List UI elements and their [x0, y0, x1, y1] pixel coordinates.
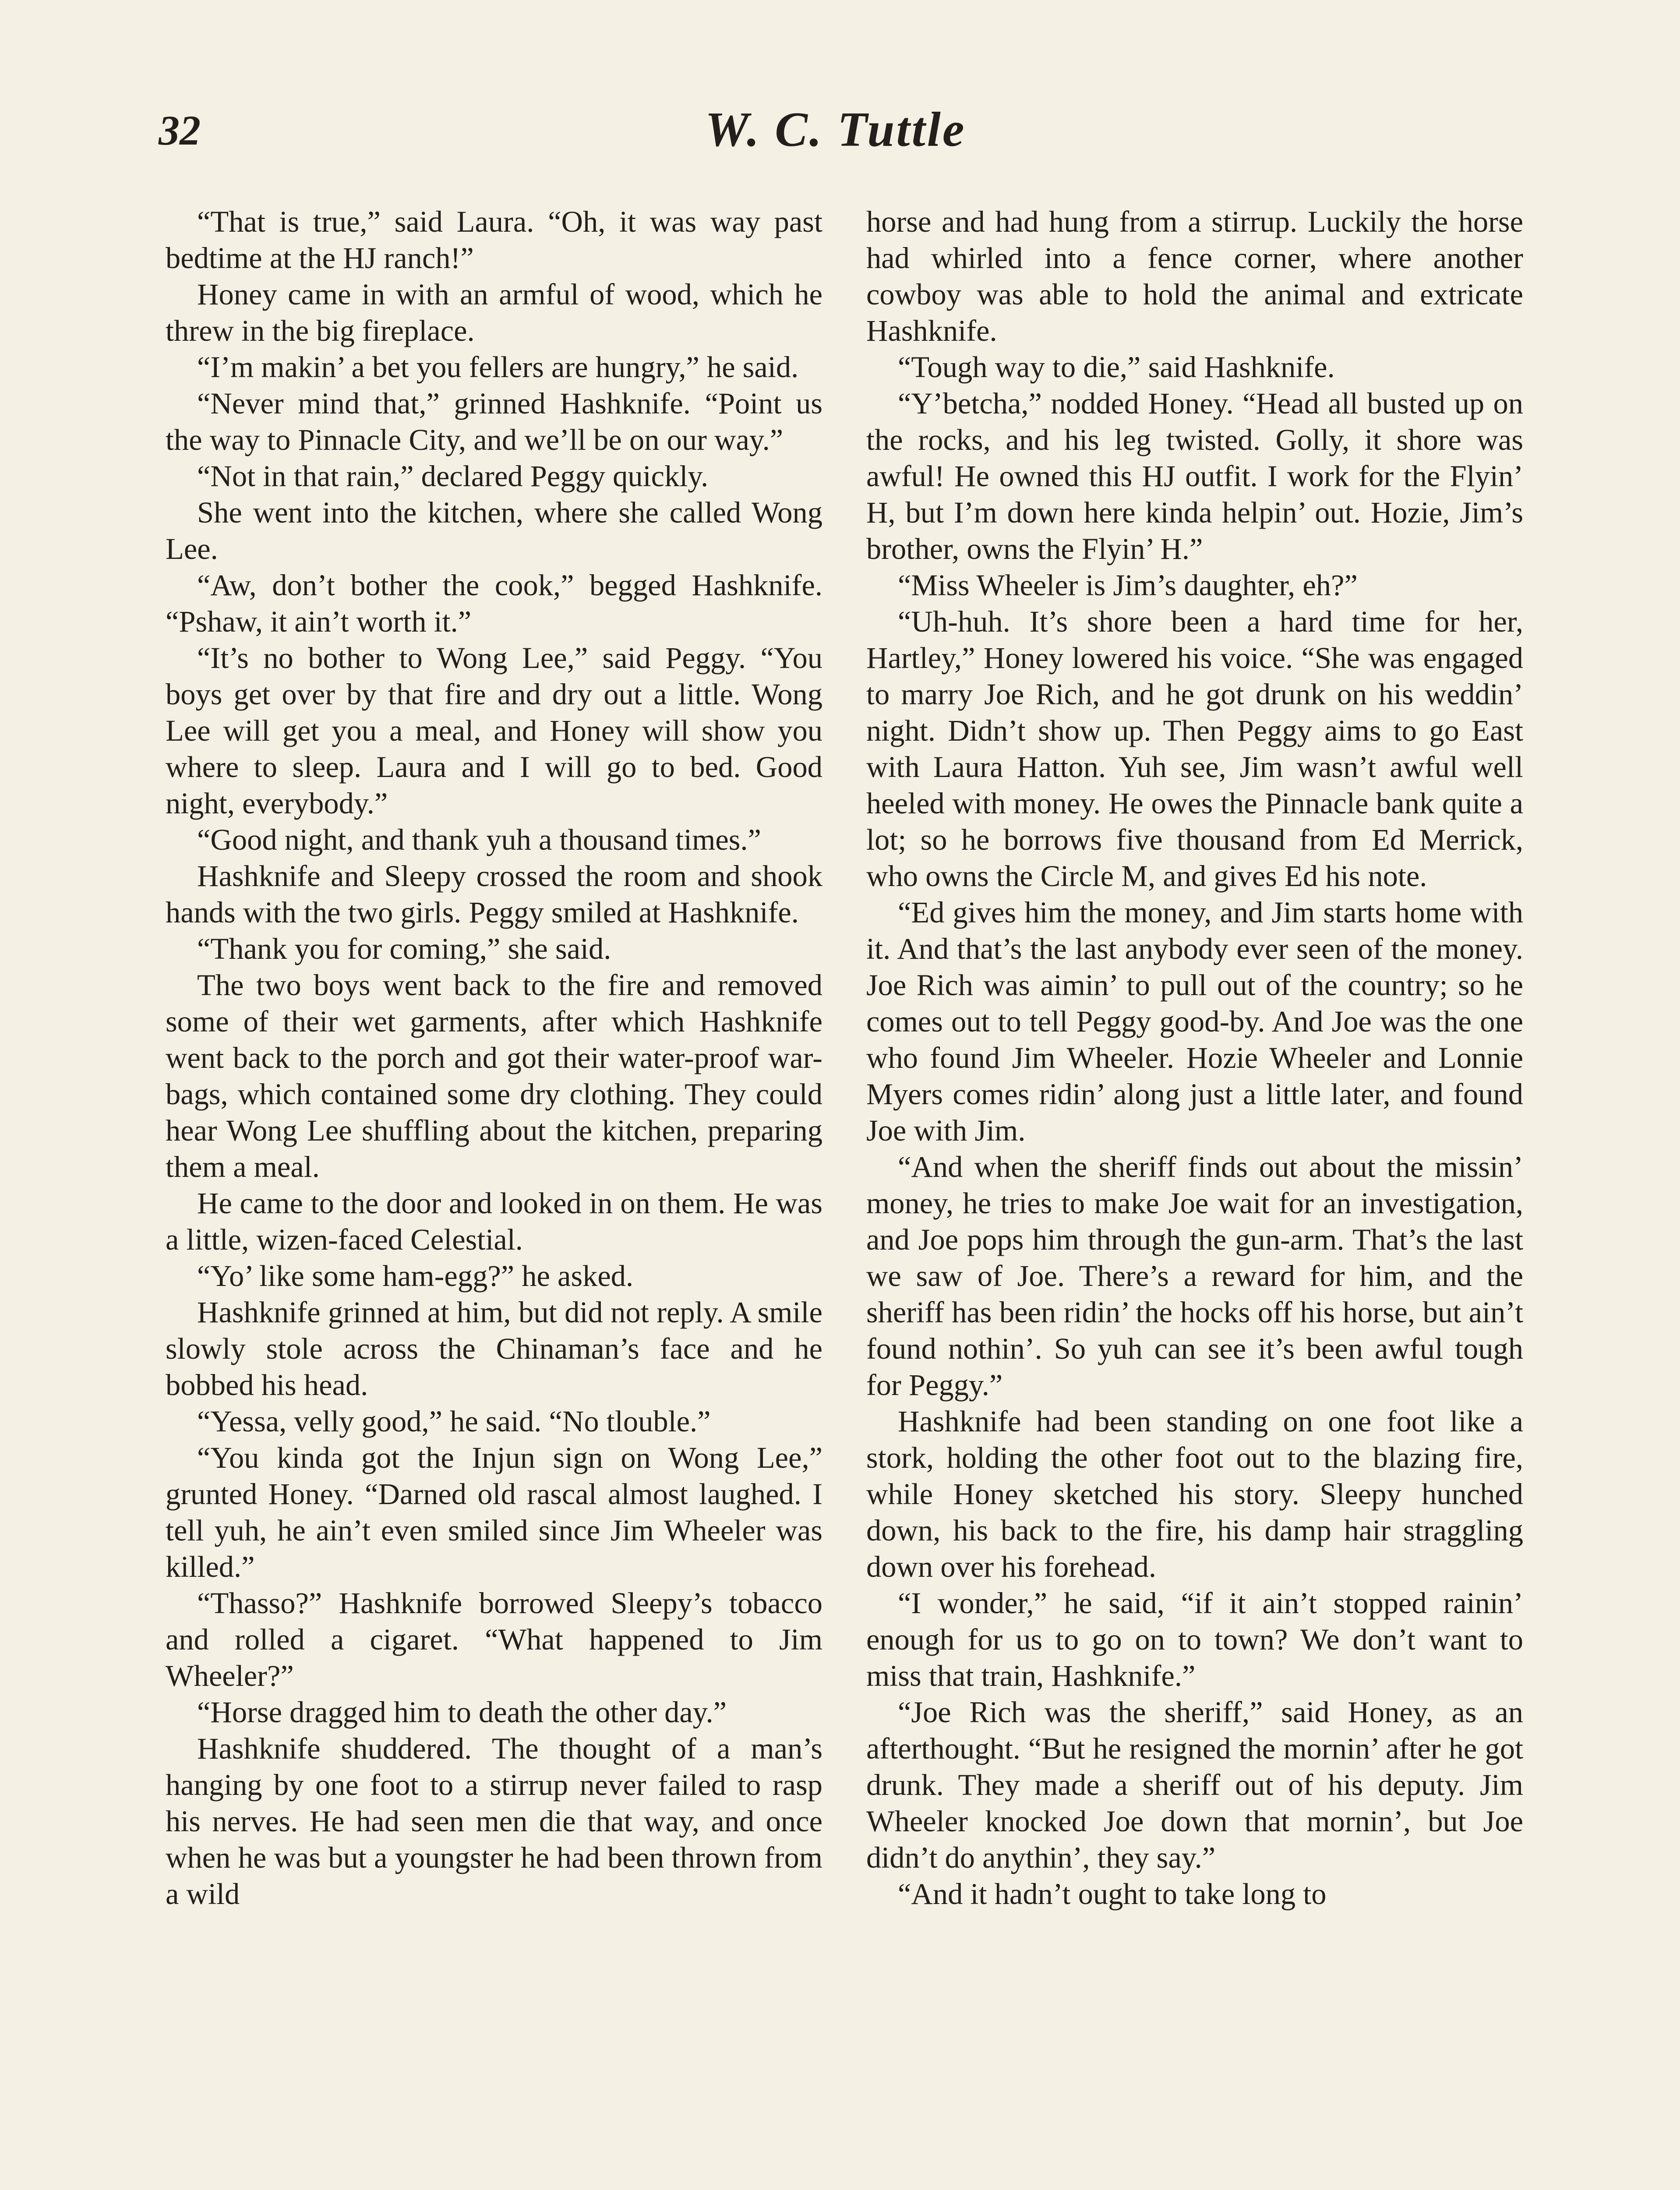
- paragraph: “Y’betcha,” nodded Honey. “Head all busted up on the rocks, and his leg twisted. Golly, it shore was awful! He owned this HJ outfit. I work for the Flyin’ H, but I’m down here kinda helpin’ out. Hozie, Jim’s brother, owns the Flyin’ H.”: [866, 387, 1523, 565]
- paragraph: She went into the kitchen, where she called Wong Lee.: [166, 496, 822, 565]
- paragraph: “It’s no bother to Wong Lee,” said Peggy. “You boys get over by that fire and dry out a little. Wong Lee will get you a meal, and Honey will show you where to sleep. Laura and I will go to bed. Good night, everybody.”: [166, 641, 822, 820]
- paragraph: “Tough way to die,” said Hashknife.: [898, 350, 1335, 384]
- paragraph: “Yo’ like some ham-egg?” he asked.: [197, 1259, 634, 1293]
- running-head-author: W. C. Tuttle: [705, 102, 966, 157]
- page-number: 32: [159, 107, 201, 154]
- paragraph: Honey came in with an armful of wood, which he threw in the big fireplace.: [166, 278, 822, 347]
- left-column: [166, 204, 822, 1912]
- paragraph: He came to the door and looked in on them. He was a little, wizen-faced Celestial.: [166, 1187, 822, 1256]
- paragraph: The two boys went back to the fire and removed some of their wet garments, after which Hashknife went back to the porch and got their water-proof war-bags, which contained some dry clothing. They could hear Wong Lee shuffling about the kitchen, preparing them a meal.: [166, 968, 822, 1183]
- paragraph: “Thank you for coming,” she said.: [197, 932, 611, 965]
- paragraph: Hashknife and Sleepy crossed the room and shook hands with the two girls. Peggy smiled at Hashknife.: [166, 859, 822, 929]
- right-column: [866, 204, 1523, 1912]
- paragraph: “Ed gives him the money, and Jim starts home with it. And that’s the last anybody ever seen of the money. Joe Rich was aimin’ to pull out of the country; so he comes out to tell Peggy good-by. And Joe was the one who found Jim Wheeler. Hozie Wheeler and Lonnie Myers comes ridin’ along just a little later, and found Joe with Jim.: [866, 896, 1523, 1147]
- paragraph: “Miss Wheeler is Jim’s daughter, eh?”: [898, 569, 1358, 602]
- paragraph: horse and had hung from a stirrup. Luckily the horse had whirled into a fence corner, where another cowboy was able to hold the animal and extricate Hashknife.: [866, 205, 1523, 347]
- paragraph: “Joe Rich was the sheriff,” said Honey, as an afterthought. “But he resigned the mornin’ after he got drunk. They made a sheriff out of his deputy. Jim Wheeler knocked Joe down that mornin’, but Joe didn’t do anythin’, they say.”: [866, 1695, 1523, 1874]
- paragraph: “That is true,” said Laura. “Oh, it was way past bedtime at the HJ ranch!”: [166, 205, 822, 275]
- paragraph: “Aw, don’t bother the cook,” begged Hashknife. “Pshaw, it ain’t worth it.”: [166, 569, 822, 638]
- paragraph: Hashknife had been standing on one foot like a stork, holding the other foot out to the blazing fire, while Honey sketched his story. Sleepy hunched down, his back to the fire, his damp hair straggling down over his forehead.: [866, 1405, 1523, 1583]
- paragraph: “I’m makin’ a bet you fellers are hungry,” he said.: [197, 350, 799, 384]
- paragraph: Hashknife grinned at him, but did not reply. A smile slowly stole across the Chinaman’s face and he bobbed his head.: [166, 1296, 822, 1402]
- paragraph: “Good night, and thank yuh a thousand times.”: [197, 823, 761, 856]
- paragraph: “Never mind that,” grinned Hashknife. “Point us the way to Pinnacle City, and we’ll be on our way.”: [166, 387, 822, 456]
- paragraph: “And when the sheriff finds out about the missin’ money, he tries to make Joe wait for an investigation, and Joe pops him through the gun-arm. That’s the last we saw of Joe. There’s a reward for him, and the sheriff has been ridin’ the hocks off his horse, but ain’t found nothin’. So yuh can see it’s been awful tough for Peggy.”: [866, 1150, 1523, 1402]
- paragraph: “Uh-huh. It’s shore been a hard time for her, Hartley,” Honey lowered his voice. “She was engaged to marry Joe Rich, and he got drunk on his weddin’ night. Didn’t show up. Then Peggy aims to go East with Laura Hatton. Yuh see, Jim wasn’t awful well heeled with money. He owes the Pinnacle bank quite a lot; so he borrows five thousand from Ed Merrick, who owns the Circle M, and gives Ed his note.: [866, 605, 1523, 893]
- paragraph: “Not in that rain,” declared Peggy quickly.: [197, 459, 709, 493]
- paragraph: “Horse dragged him to death the other day.”: [197, 1695, 727, 1729]
- paragraph: Hashknife shuddered. The thought of a man’s hanging by one foot to a stirrup never failed to rasp his nerves. He had seen men die that way, and once when he was but a youngster he had been thrown from a wild: [166, 1732, 822, 1911]
- paragraph: “And it hadn’t ought to take long to: [898, 1877, 1327, 1911]
- paragraph: “Thasso?” Hashknife borrowed Sleepy’s tobacco and rolled a cigaret. “What happened to Jim Wheeler?”: [166, 1586, 822, 1692]
- paragraph: “You kinda got the Injun sign on Wong Lee,” grunted Honey. “Darned old rascal almost laughed. I tell yuh, he ain’t even smiled since Jim Wheeler was killed.”: [166, 1441, 822, 1583]
- paragraph: “Yessa, velly good,” he said. “No tlouble.”: [197, 1405, 711, 1438]
- paragraph: “I wonder,” he said, “if it ain’t stopped rainin’ enough for us to go on to town? We don’t want to miss that train, Hashknife.”: [866, 1586, 1523, 1692]
